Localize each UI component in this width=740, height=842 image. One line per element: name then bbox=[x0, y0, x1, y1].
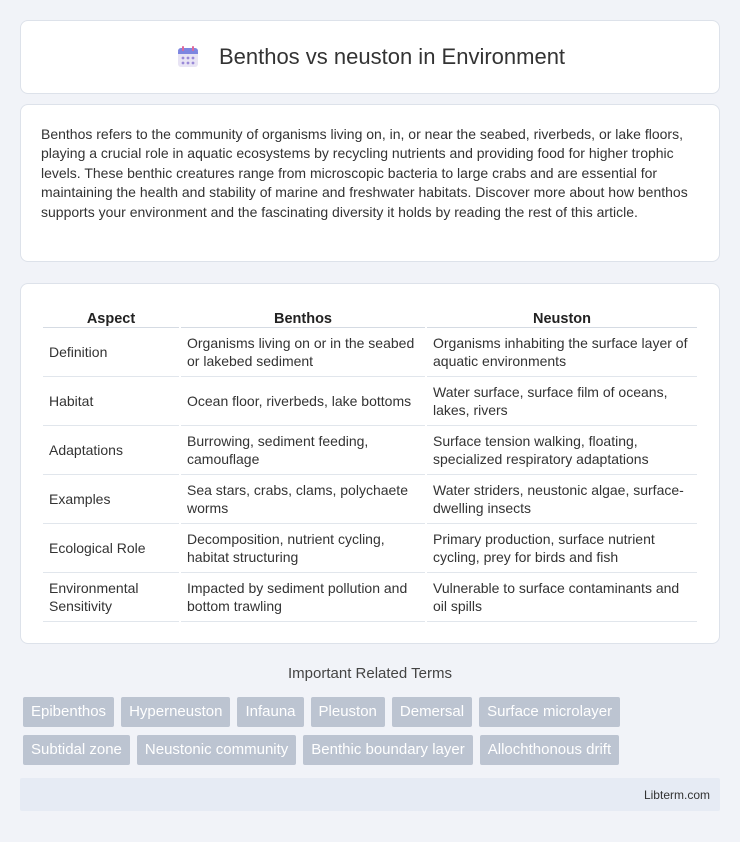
tag-surface-microlayer[interactable]: Surface microlayer bbox=[479, 697, 620, 727]
cell-benthos: Impacted by sediment pollution and bottom trawling bbox=[181, 573, 425, 622]
cell-neuston: Water surface, surface film of oceans, lakes, rivers bbox=[427, 377, 697, 426]
footer-link[interactable]: Libterm.com bbox=[643, 787, 710, 802]
tag-row bbox=[23, 735, 723, 765]
table-row bbox=[43, 426, 697, 475]
tag-infauna[interactable]: Infauna bbox=[237, 697, 303, 727]
comparison-card bbox=[20, 283, 720, 644]
related-terms-title: Important Related Terms bbox=[288, 665, 452, 682]
intro-card bbox=[20, 104, 720, 262]
cell-benthos: Ocean floor, riverbeds, lake bottoms bbox=[181, 377, 425, 426]
table-row bbox=[43, 573, 697, 622]
related-terms bbox=[23, 697, 723, 773]
header-benthos: Benthos bbox=[181, 304, 425, 328]
table-row bbox=[43, 377, 697, 426]
cell-neuston: Primary production, surface nutrient cycling, prey for birds and fish bbox=[427, 524, 697, 573]
comparison-table bbox=[41, 304, 699, 622]
cell-aspect: Ecological Role bbox=[43, 524, 179, 573]
tag-hyperneuston[interactable]: Hyperneuston bbox=[121, 697, 230, 727]
table-row bbox=[43, 524, 697, 573]
table-header-row bbox=[43, 304, 697, 328]
tag-epibenthos[interactable]: Epibenthos bbox=[23, 697, 114, 727]
cell-neuston: Water striders, neustonic algae, surface-dwelling insects bbox=[427, 475, 697, 524]
cell-aspect: Environmental Sensitivity bbox=[43, 573, 179, 622]
header-card bbox=[20, 20, 720, 94]
page-title: Benthos vs neuston in Environment bbox=[218, 44, 566, 69]
intro-paragraph: Benthos refers to the community of organisms living on, in, or near the seabed, riverbeds, or lake floors, playing a crucial role in aquatic ecosystems by recycling nutrients and providing food for higher trophic levels. These benthic creatures range from microscopic bacteria to large crabs and are essential for maintaining the health and stability of marine and freshwater habitats. Discover more about how benthos supports your environment and the fascinating diversity it holds by reading the rest of this article. bbox=[41, 126, 688, 220]
cell-aspect: Adaptations bbox=[43, 426, 179, 475]
tag-benthic-boundary-layer[interactable]: Benthic boundary layer bbox=[303, 735, 472, 765]
tag-neustonic-community[interactable]: Neustonic community bbox=[137, 735, 296, 765]
title-wrap bbox=[175, 44, 565, 70]
header-aspect: Aspect bbox=[43, 304, 179, 328]
cell-benthos: Burrowing, sediment feeding, camouflage bbox=[181, 426, 425, 475]
cell-neuston: Vulnerable to surface contaminants and oil spills bbox=[427, 573, 697, 622]
cell-aspect: Examples bbox=[43, 475, 179, 524]
tag-demersal[interactable]: Demersal bbox=[392, 697, 472, 727]
table-row bbox=[43, 328, 697, 377]
cell-aspect: Habitat bbox=[43, 377, 179, 426]
header-neuston: Neuston bbox=[427, 304, 697, 328]
cell-benthos: Decomposition, nutrient cycling, habitat structuring bbox=[181, 524, 425, 573]
cell-aspect: Definition bbox=[43, 328, 179, 377]
cell-neuston: Surface tension walking, floating, specialized respiratory adaptations bbox=[427, 426, 697, 475]
tag-pleuston[interactable]: Pleuston bbox=[311, 697, 385, 727]
calendar-icon bbox=[175, 44, 201, 70]
cell-benthos: Organisms living on or in the seabed or lakebed sediment bbox=[181, 328, 425, 377]
footer bbox=[20, 778, 720, 811]
cell-neuston: Organisms inhabiting the surface layer of aquatic environments bbox=[427, 328, 697, 377]
tag-subtidal-zone[interactable]: Subtidal zone bbox=[23, 735, 130, 765]
tag-row bbox=[23, 697, 723, 727]
cell-benthos: Sea stars, crabs, clams, polychaete worms bbox=[181, 475, 425, 524]
table-row bbox=[43, 475, 697, 524]
tag-allochthonous-drift[interactable]: Allochthonous drift bbox=[480, 735, 619, 765]
